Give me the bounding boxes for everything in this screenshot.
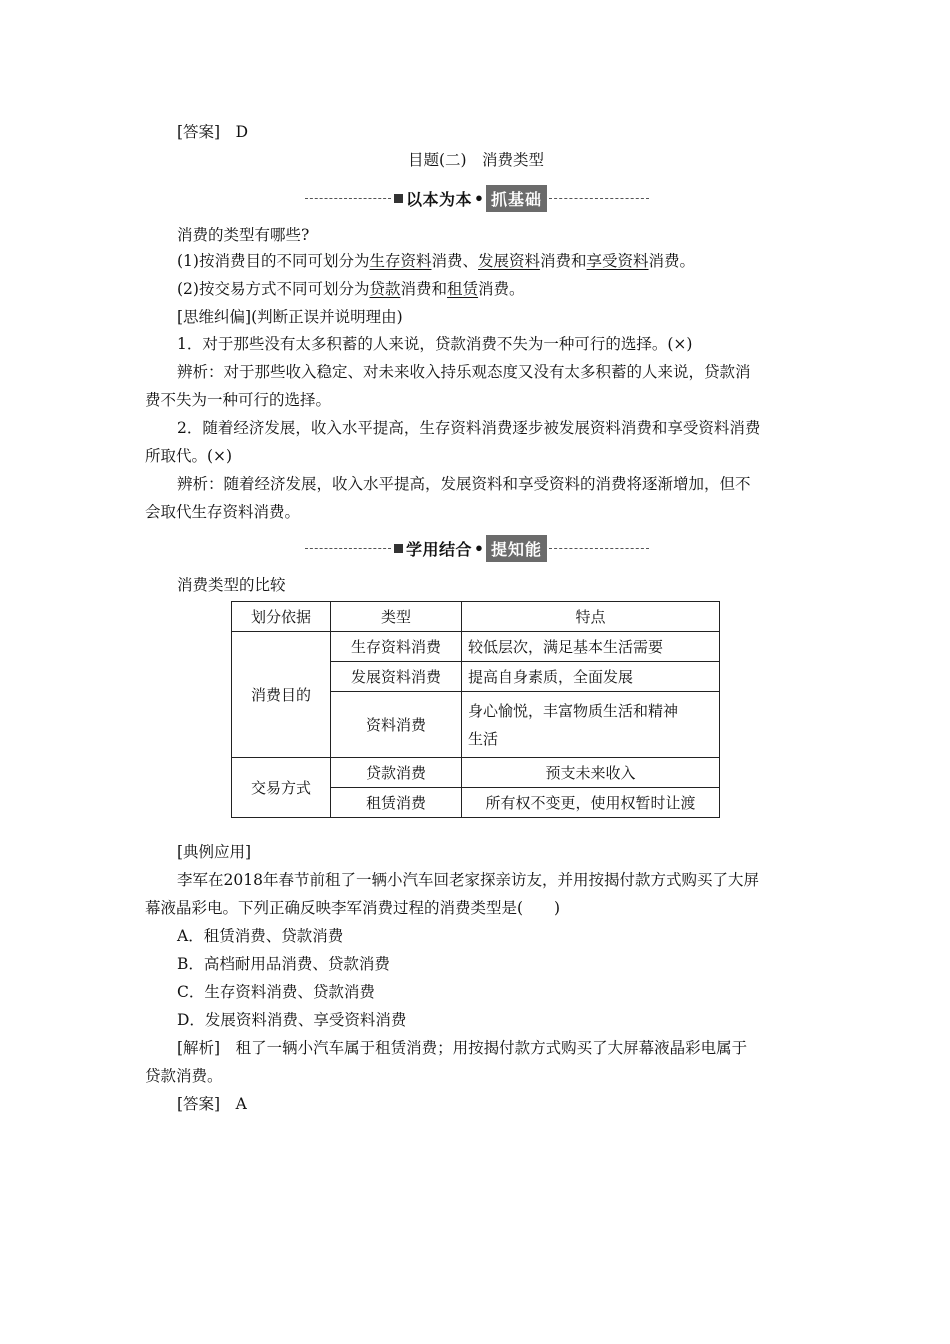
table-row <box>232 758 720 788</box>
table-cell-type: 发展资料消费 <box>331 662 462 692</box>
square-bullet-icon <box>394 194 403 203</box>
option-c: C．生存资料消费、贷款消费 <box>177 983 375 1001</box>
banner-dash-right <box>549 548 649 549</box>
judgement-item-2-line-1: 2．随着经济发展，收入水平提高，生存资料消费逐步被发展资料消费和享受资料消费 <box>177 419 761 437</box>
item-1-analysis-line-2: 费不失为一种可行的选择。 <box>145 391 332 409</box>
banner-dash-left <box>305 548 391 549</box>
option-d: D．发展资料消费、享受资料消费 <box>177 1011 407 1029</box>
final-answer: [答案] A <box>177 1095 247 1113</box>
dot-separator-icon: • <box>474 188 484 208</box>
table-cell-type: 贷款消费 <box>331 758 462 788</box>
table-cell-type: 资料消费 <box>331 692 462 758</box>
example-question-line-1: 李军在2018年春节前租了一辆小汽车回老家探亲访友，并用按揭付款方式购买了大屏 <box>177 871 759 889</box>
section-title: 目题(二) 消费类型 <box>407 151 545 169</box>
banner-dash-right <box>549 198 649 199</box>
example-title: [典例应用] <box>177 843 252 861</box>
analysis-line-1: [解析] 租了一辆小汽车属于租赁消费；用按揭付款方式购买了大屏幕液晶彩电属于 <box>177 1039 748 1057</box>
judgement-item-1: 1．对于那些没有太多积蓄的人来说，贷款消费不失为一种可行的选择。(×) <box>177 335 693 353</box>
blank-answer: 发展资料 <box>478 252 541 270</box>
judgement-item-2-line-2: 所取代。(×) <box>145 447 233 465</box>
table-header-cell: 划分依据 <box>232 602 331 632</box>
table-cell-feature: 所有权不变更，使用权暂时让渡 <box>462 788 720 818</box>
previous-answer: [答案] D <box>177 123 249 141</box>
item-2-analysis-line-2: 会取代生存资料消费。 <box>145 503 301 521</box>
classification-by-purpose: (1)按消费目的不同可划分为生存资料消费、发展资料消费和享受资料消费。 <box>177 252 696 270</box>
banner-text: 以本为本 <box>406 189 473 209</box>
classification-by-transaction: (2)按交易方式不同可划分为贷款消费和租赁消费。 <box>177 280 525 298</box>
consumption-type-table <box>231 601 720 818</box>
item-1-analysis-line-1: 辨析：对于那些收入稳定、对未来收入持乐观态度又没有太多积蓄的人来说，贷款消 <box>177 363 751 381</box>
table-cell-feature: 提高自身素质，全面发展 <box>462 662 720 692</box>
table-row <box>232 632 720 662</box>
example-question-line-2: 幕液晶彩电。下列正确反映李军消费过程的消费类型是( ) <box>145 899 561 917</box>
banner-application <box>305 535 649 561</box>
option-b: B．高档耐用品消费、贷款消费 <box>177 955 390 973</box>
correction-title: [思维纠偏](判断正误并说明理由) <box>177 308 403 326</box>
dot-separator-icon: • <box>474 538 484 558</box>
blank-answer: 生存资料 <box>369 252 432 270</box>
table-cell-type: 生存资料消费 <box>331 632 462 662</box>
square-bullet-icon <box>394 544 403 553</box>
blank-answer: 贷款 <box>369 280 401 298</box>
item-2-analysis-line-1: 辨析：随着经济发展，收入水平提高，发展资料和享受资料的消费将逐渐增加，但不 <box>177 475 751 493</box>
table-cell-feature: 身心愉悦，丰富物质生活和精神 生活 <box>462 692 720 758</box>
blank-answer: 享受资料 <box>586 252 649 270</box>
banner-dash-left <box>305 198 391 199</box>
table-group-cell: 交易方式 <box>232 758 331 818</box>
banner-basics <box>305 185 649 211</box>
table-group-cell: 消费目的 <box>232 632 331 758</box>
option-a: A．租赁消费、贷款消费 <box>177 927 344 945</box>
blank-answer: 租赁 <box>447 280 479 298</box>
question-title: 消费的类型有哪些? <box>177 226 310 244</box>
table-cell-type: 租赁消费 <box>331 788 462 818</box>
analysis-line-2: 贷款消费。 <box>145 1067 223 1085</box>
table-cell-feature: 较低层次，满足基本生活需要 <box>462 632 720 662</box>
banner-box-label: 提知能 <box>486 535 547 562</box>
table-header-cell: 类型 <box>331 602 462 632</box>
table-header-cell: 特点 <box>462 602 720 632</box>
table-cell-feature: 预支未来收入 <box>462 758 720 788</box>
banner-box-label: 抓基础 <box>486 185 547 212</box>
comparison-title: 消费类型的比较 <box>177 576 286 594</box>
table-header-row <box>232 602 720 632</box>
banner-text: 学用结合 <box>406 539 473 559</box>
